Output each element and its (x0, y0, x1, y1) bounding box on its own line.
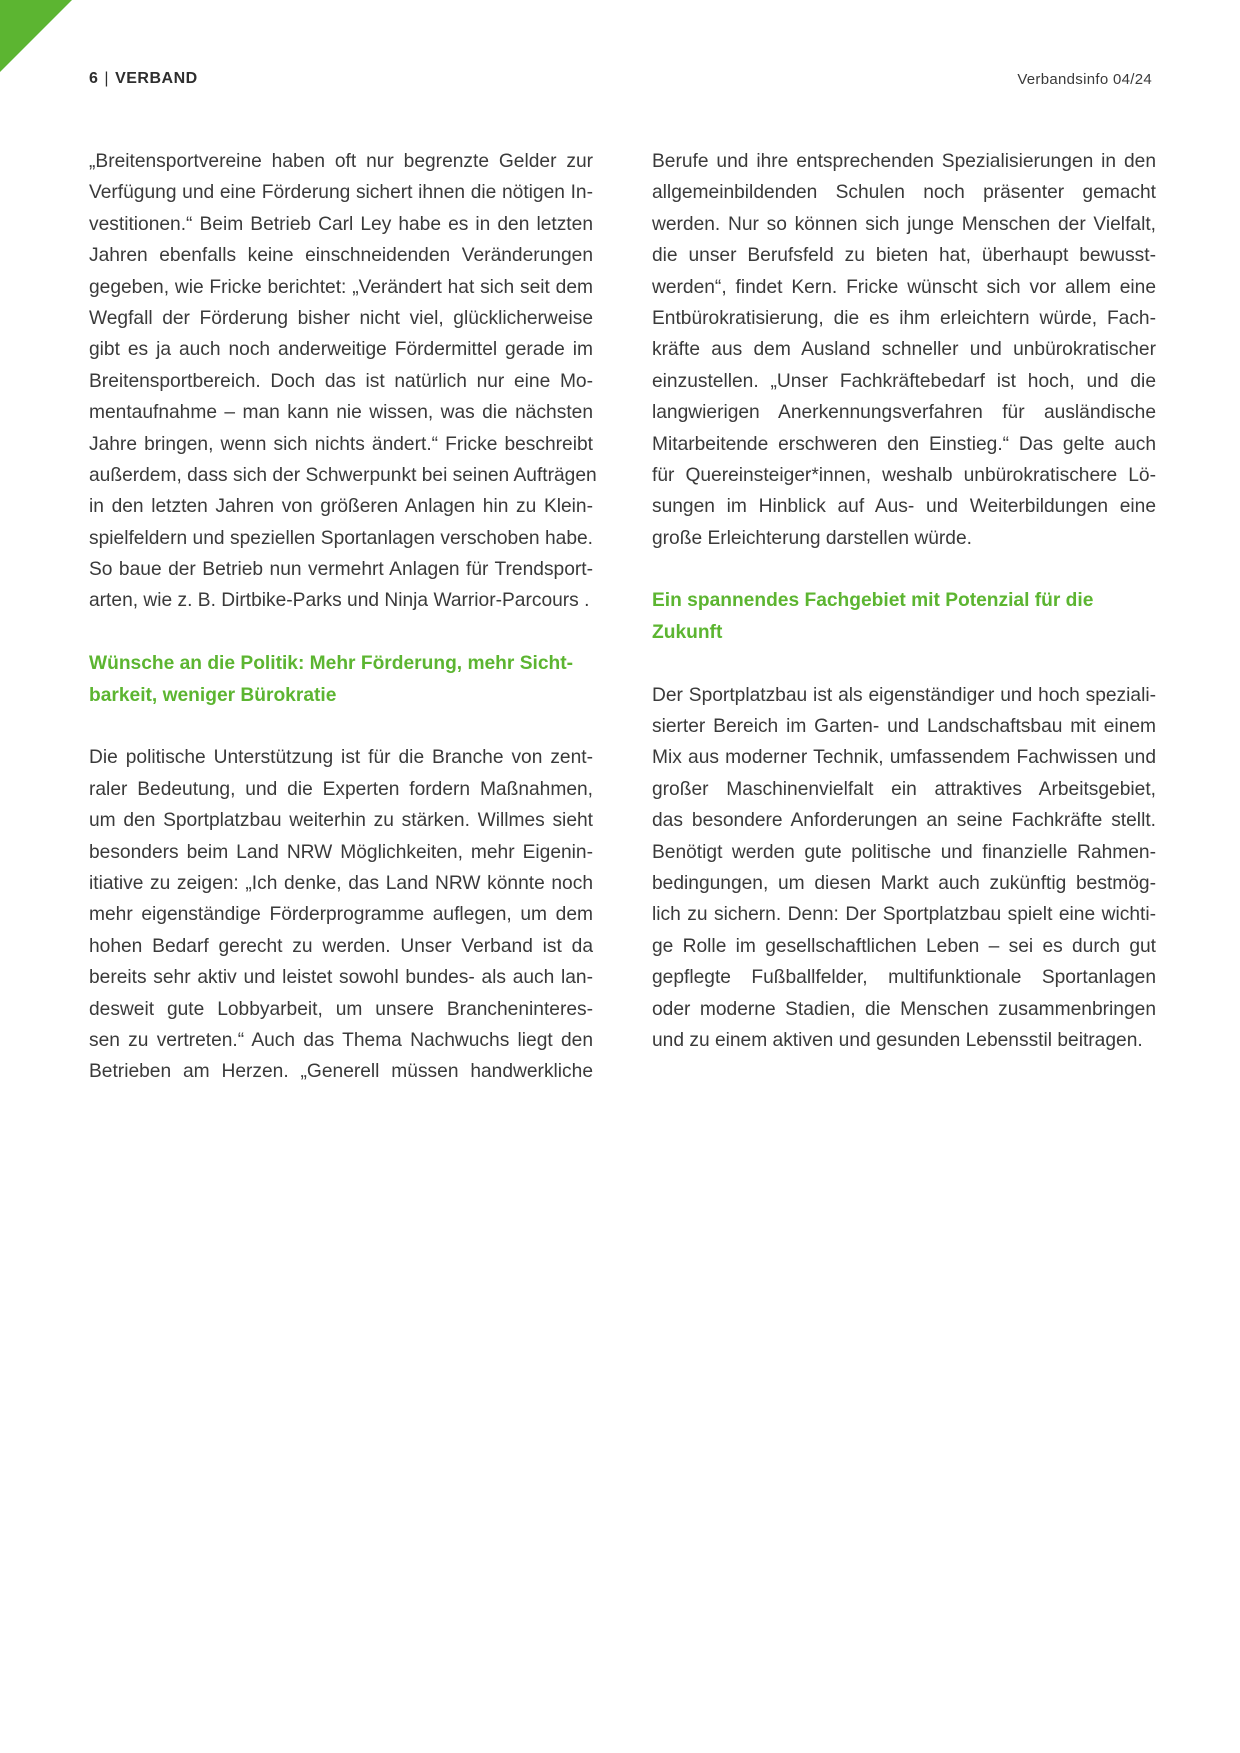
text-line: das besondere Anforderungen an seine Fachkräfte stellt. (652, 810, 1156, 832)
text-line: bereits sehr aktiv und leistet sowohl bundes- als auch lan- (89, 967, 593, 989)
text-line: itiative zu zeigen: „Ich denke, das Land NRW könnte noch (89, 872, 593, 894)
text-line: außerdem, dass sich der Schwerpunkt bei seinen Aufträgen (89, 464, 597, 486)
spacer (652, 648, 1156, 679)
left-column (89, 146, 597, 1088)
text-line: Der Sportplatzbau ist als eigenständiger und hoch speziali- (652, 684, 1156, 706)
text-line: Entbürokratisierung, die es ihm erleichtern würde, Fach- (652, 307, 1156, 329)
right-paragraph-1 (652, 146, 1156, 554)
header-separator: | (104, 70, 110, 87)
text-line: arten, wie z. B. Dirtbike-Parks und Ninja Warrior-Parcours . (89, 590, 590, 612)
spacer (652, 554, 1156, 585)
text-line: hohen Bedarf gerecht zu werden. Unser Verband ist da (89, 935, 593, 957)
text-line: besonders beim Land NRW Möglichkeiten, mehr Eigenin- (89, 841, 593, 863)
text-line: Verfügung und eine Förderung sichert ihnen die nötigen In- (89, 182, 593, 204)
text-line: Ein spannendes Fachgebiet mit Potenzial für die (652, 590, 1094, 612)
text-line: bedingungen, um diesen Markt auch zukünftig bestmög- (652, 872, 1156, 894)
text-line: für Quereinsteiger*innen, weshalb unbürokratischere Lö- (652, 464, 1156, 486)
text-line: Betrieben am Herzen. „Generell müssen handwerkliche (89, 1061, 593, 1083)
text-line: mehr eigenständige Förderprogramme auflegen, um dem (89, 904, 593, 926)
text-line: gibt es ja auch noch anderweitige Fördermittel gerade im (89, 339, 593, 361)
spacer (89, 711, 593, 742)
text-line: So baue der Betrieb nun vermehrt Anlagen für Trendsport- (89, 559, 593, 581)
text-line: ge Rolle im gesellschaftlichen Leben – sei es durch gut (652, 935, 1156, 957)
left-paragraph-2 (89, 742, 593, 1087)
corner-accent-triangle (0, 0, 72, 72)
text-line: Wünsche an die Politik: Mehr Förderung, mehr Sicht- (89, 653, 573, 675)
text-line: Jahren ebenfalls keine einschneidenden Veränderungen (89, 245, 593, 267)
right-paragraph-2 (652, 680, 1156, 1057)
text-line: sierter Bereich im Garten- und Landschaftsbau mit einem (652, 716, 1156, 738)
text-line: allgemeinbildenden Schulen noch präsenter gemacht (652, 182, 1156, 204)
text-line: einzustellen. „Unser Fachkräftebedarf ist hoch, und die (652, 370, 1156, 392)
text-line: werden“, findet Kern. Fricke wünscht sich vor allem eine (652, 276, 1156, 298)
text-line: gepflegte Fußballfelder, multifunktionale Sportanlagen (652, 967, 1156, 989)
text-line: die unser Berufsfeld zu bieten hat, überhaupt bewusst- (652, 245, 1156, 267)
text-line: um den Sportplatzbau weiterhin zu stärken. Willmes sieht (89, 810, 593, 832)
spacer (89, 617, 593, 648)
text-line: gegeben, wie Fricke berichtet: „Verändert hat sich seit dem (89, 276, 593, 298)
text-line: oder moderne Stadien, die Menschen zusammenbringen (652, 998, 1156, 1020)
text-line: große Erleichterung darstellen würde. (652, 527, 972, 549)
right-section-heading (652, 585, 1156, 648)
text-line: kräfte aus dem Ausland schneller und unbürokratischer (652, 339, 1156, 361)
text-line: Wegfall der Förderung bisher nicht viel, glücklicherweise (89, 307, 593, 329)
text-line: mentaufnahme – man kann nie wissen, was die nächsten (89, 402, 593, 424)
text-line: vestitionen.“ Beim Betrieb Carl Ley habe es in den letzten (89, 213, 593, 235)
text-line: spielfeldern und speziellen Sportanlagen verschoben habe. (89, 527, 593, 549)
text-line: Die politische Unterstützung ist für die Branche von zent- (89, 747, 593, 769)
text-line: Breitensportbereich. Doch das ist natürlich nur eine Mo- (89, 370, 593, 392)
text-line: „Breitensportvereine haben oft nur begrenzte Gelder zur (89, 151, 593, 172)
text-line: werden. Nur so können sich junge Menschen der Vielfalt, (652, 213, 1156, 235)
text-line: Berufe und ihre entsprechenden Spezialisierungen in den (652, 151, 1156, 172)
text-line: Mix aus moderner Technik, umfassendem Fachwissen und (652, 747, 1156, 769)
text-line: sen zu vertreten.“ Auch das Thema Nachwuchs liegt den (89, 1029, 593, 1051)
text-line: barkeit, weniger Bürokratie (89, 684, 337, 706)
text-line: großer Maschinenvielfalt ein attraktives Arbeitsgebiet, (652, 778, 1156, 800)
left-section-heading (89, 648, 593, 711)
right-column (652, 146, 1156, 1056)
publication-title: Verbandsinfo 04/24 (1017, 71, 1152, 88)
text-line: langwierigen Anerkennungsverfahren für ausländische (652, 402, 1156, 424)
text-line: in den letzten Jahren von größeren Anlagen hin zu Klein- (89, 496, 593, 518)
text-line: Mitarbeitende erschweren den Einstieg.“ Das gelte auch (652, 433, 1156, 455)
text-line: sungen im Hinblick auf Aus- und Weiterbildungen eine (652, 496, 1156, 518)
text-line: und zu einem aktiven und gesunden Lebensstil beitragen. (652, 1029, 1143, 1051)
text-line: lich zu sichern. Denn: Der Sportplatzbau spielt eine wichti- (652, 904, 1156, 926)
page-number: 6 (89, 70, 99, 87)
text-line: raler Bedeutung, und die Experten fordern Maßnahmen, (89, 778, 593, 800)
text-line: Zukunft (652, 621, 723, 643)
left-paragraph-1 (89, 146, 597, 617)
text-line: desweit gute Lobbyarbeit, um unsere Brancheninteres- (89, 998, 593, 1020)
section-title: VERBAND (115, 70, 198, 87)
text-line: Benötigt werden gute politische und finanzielle Rahmen- (652, 841, 1156, 863)
text-line: Jahre bringen, wenn sich nichts ändert.“ Fricke beschreibt (89, 433, 593, 455)
page-header-left (89, 70, 198, 88)
